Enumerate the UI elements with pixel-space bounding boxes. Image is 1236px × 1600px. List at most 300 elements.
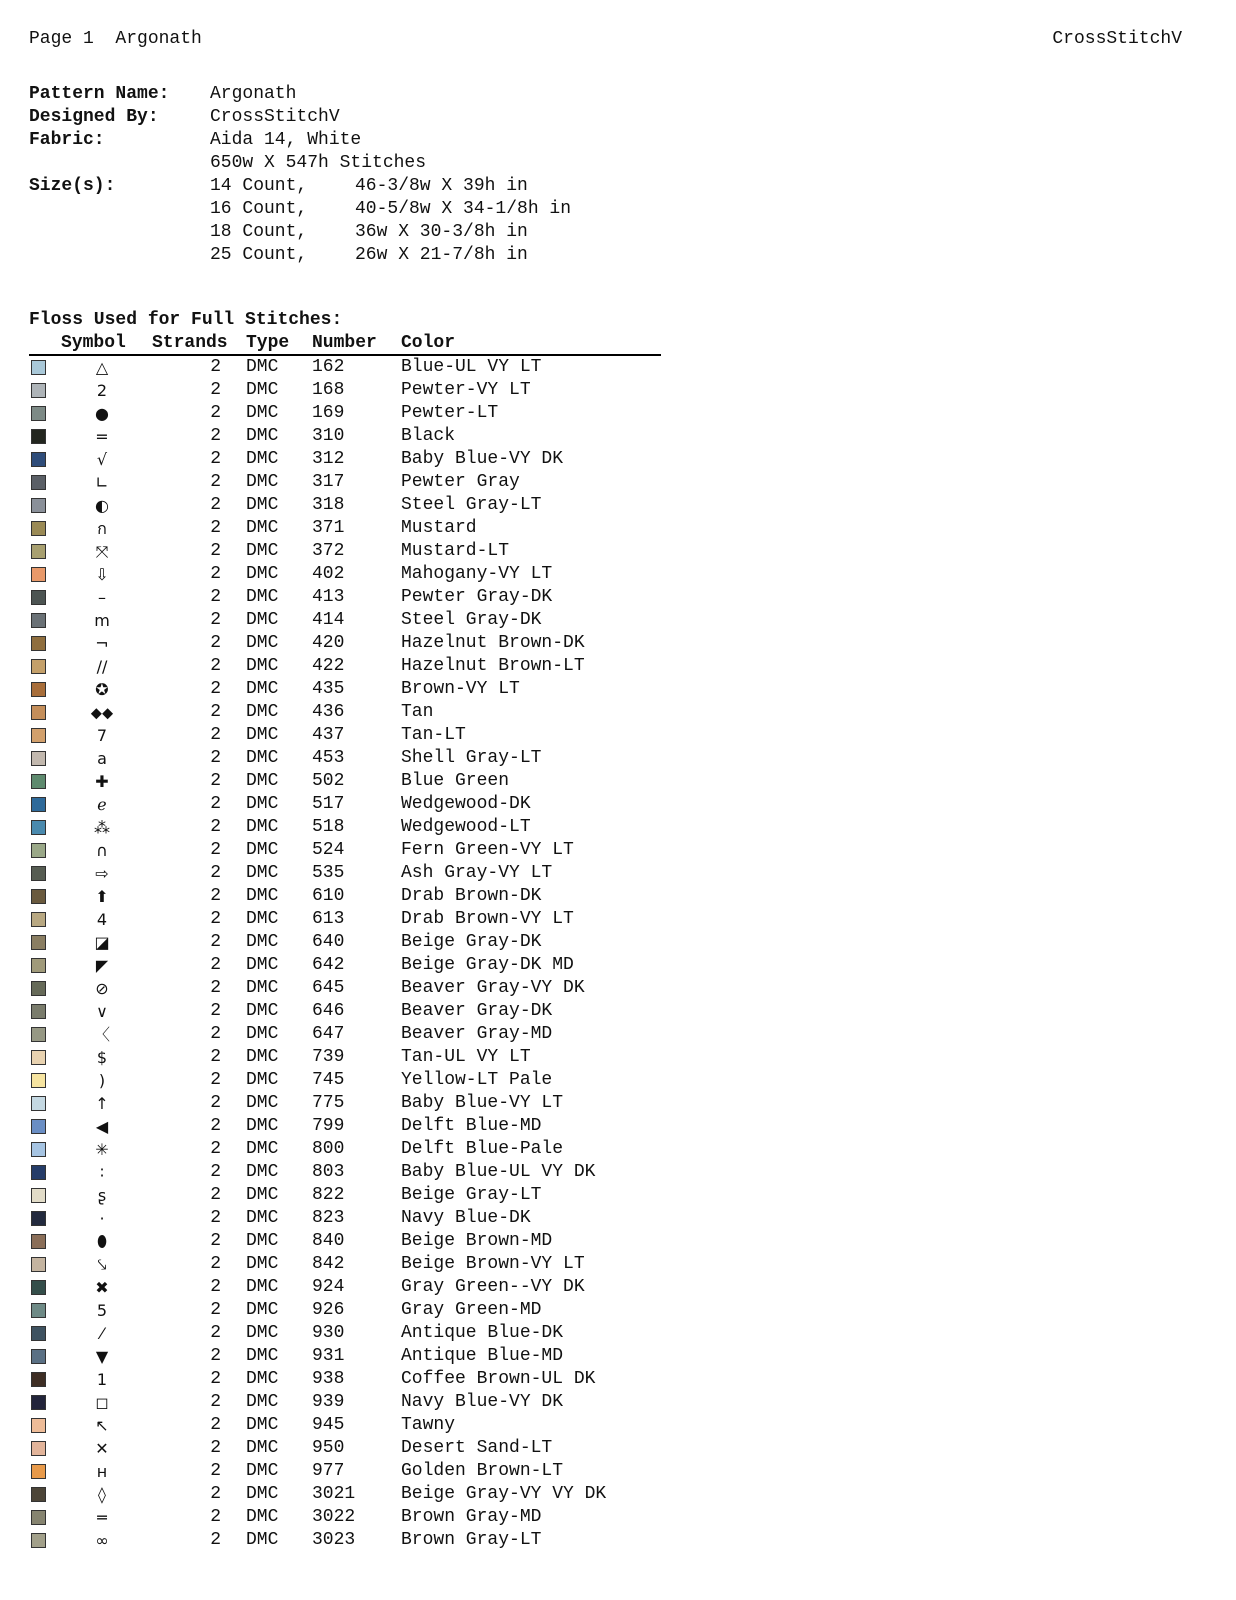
number-cell: 422 [312, 656, 345, 676]
type-cell: DMC [246, 702, 279, 722]
number-cell: 436 [312, 702, 345, 722]
color-cell: Shell Gray-LT [401, 748, 542, 768]
stitch-symbol: · [99, 1209, 105, 1228]
type-cell: DMC [246, 1438, 279, 1458]
color-cell: Pewter Gray-DK [401, 587, 553, 607]
page-label: Page 1 Argonath [29, 29, 202, 49]
table-row [29, 586, 661, 609]
stitch-symbol: ↖ [95, 1416, 109, 1435]
header-type: Type [246, 333, 290, 353]
stitch-symbol: 1 [96, 1370, 108, 1389]
color-cell: Navy Blue-DK [401, 1208, 531, 1228]
stitch-symbol: ◪ [94, 933, 110, 952]
type-cell: DMC [246, 1093, 279, 1113]
color-cell: Pewter Gray [401, 472, 520, 492]
number-cell: 162 [312, 357, 345, 377]
table-row [29, 954, 661, 977]
table-row [29, 701, 661, 724]
table-row [29, 1023, 661, 1046]
color-swatch [31, 1372, 46, 1387]
color-swatch [31, 981, 46, 996]
strands-cell: 2 [210, 1047, 221, 1067]
color-swatch [31, 751, 46, 766]
strands-cell: 2 [210, 863, 221, 883]
stitch-symbol: ⤧ [95, 542, 109, 561]
number-cell: 931 [312, 1346, 345, 1366]
table-row [29, 908, 661, 931]
color-swatch [31, 820, 46, 835]
header-color: Color [401, 333, 456, 353]
color-swatch [31, 912, 46, 927]
color-cell: Beige Gray-DK MD [401, 955, 574, 975]
number-cell: 435 [312, 679, 345, 699]
color-cell: Baby Blue-UL VY DK [401, 1162, 596, 1182]
number-cell: 453 [312, 748, 345, 768]
stitch-symbol: ∩ [96, 841, 108, 860]
type-cell: DMC [246, 1001, 279, 1021]
color-cell: Hazelnut Brown-LT [401, 656, 585, 676]
size-row [29, 244, 528, 267]
table-row [29, 678, 661, 701]
strands-cell: 2 [210, 1139, 221, 1159]
table-row [29, 1506, 661, 1529]
type-cell: DMC [246, 1139, 279, 1159]
stitch-symbol: ◤ [95, 956, 109, 975]
color-swatch [31, 1487, 46, 1502]
color-cell: Wedgewood-DK [401, 794, 531, 814]
stitch-symbol: ∶ [99, 1163, 105, 1182]
type-cell: DMC [246, 495, 279, 515]
stitch-symbol: ✪ [95, 680, 109, 699]
table-row [29, 1414, 661, 1437]
stitch-symbol: ◊ [98, 1485, 106, 1504]
color-cell: Black [401, 426, 456, 446]
table-row [29, 1000, 661, 1023]
stitch-symbol: ◐ [95, 496, 109, 515]
number-cell: 640 [312, 932, 345, 952]
table-row [29, 1483, 661, 1506]
number-cell: 3022 [312, 1507, 356, 1527]
number-cell: 312 [312, 449, 345, 469]
type-cell: DMC [246, 564, 279, 584]
color-cell: Steel Gray-DK [401, 610, 542, 630]
size-count: 25 Count, [210, 245, 308, 265]
strands-cell: 2 [210, 978, 221, 998]
table-row [29, 1322, 661, 1345]
table-row [29, 1115, 661, 1138]
color-swatch [31, 843, 46, 858]
color-cell: Ash Gray-VY LT [401, 863, 553, 883]
type-cell: DMC [246, 1070, 279, 1090]
type-cell: DMC [246, 633, 279, 653]
number-cell: 402 [312, 564, 345, 584]
color-swatch [31, 1027, 46, 1042]
stitch-symbol: ✚ [95, 772, 109, 791]
type-cell: DMC [246, 541, 279, 561]
color-cell: Desert Sand-LT [401, 1438, 553, 1458]
table-row [29, 793, 661, 816]
number-cell: 822 [312, 1185, 345, 1205]
color-cell: Golden Brown-LT [401, 1461, 564, 1481]
stitch-symbol: ) [98, 1071, 106, 1090]
strands-cell: 2 [210, 955, 221, 975]
stitch-symbol: m [94, 611, 110, 630]
color-swatch [31, 1464, 46, 1479]
color-cell: Beige Brown-VY LT [401, 1254, 585, 1274]
type-cell: DMC [246, 955, 279, 975]
color-swatch [31, 1073, 46, 1088]
table-row [29, 379, 661, 402]
color-cell: Drab Brown-DK [401, 886, 542, 906]
table-row [29, 609, 661, 632]
type-cell: DMC [246, 610, 279, 630]
table-row [29, 1276, 661, 1299]
type-cell: DMC [246, 1047, 279, 1067]
stitch-symbol: $ [96, 1048, 108, 1067]
table-row [29, 563, 661, 586]
stitch-symbol: ∨ [96, 1002, 108, 1021]
size-dimensions: 46-3/8w X 39h in [355, 176, 528, 196]
number-cell: 799 [312, 1116, 345, 1136]
stitch-symbol: // [96, 657, 108, 676]
stitch-symbol: ¬ [95, 634, 109, 653]
stitch-symbol: ⇨ [95, 864, 109, 883]
color-cell: Navy Blue-VY DK [401, 1392, 564, 1412]
color-swatch [31, 1188, 46, 1203]
stitch-symbol: ∟ [95, 473, 109, 492]
table-row [29, 356, 661, 379]
color-cell: Beige Gray-LT [401, 1185, 542, 1205]
number-cell: 945 [312, 1415, 345, 1435]
color-cell: Wedgewood-LT [401, 817, 531, 837]
number-cell: 437 [312, 725, 345, 745]
strands-cell: 2 [210, 1507, 221, 1527]
number-cell: 169 [312, 403, 345, 423]
strands-cell: 2 [210, 1415, 221, 1435]
strands-cell: 2 [210, 587, 221, 607]
color-cell: Beige Gray-VY VY DK [401, 1484, 607, 1504]
color-swatch [31, 1280, 46, 1295]
color-cell: Beaver Gray-DK [401, 1001, 553, 1021]
pattern-info [29, 83, 572, 267]
color-swatch [31, 1050, 46, 1065]
color-swatch [31, 958, 46, 973]
strands-cell: 2 [210, 610, 221, 630]
strands-cell: 2 [210, 1231, 221, 1251]
number-cell: 613 [312, 909, 345, 929]
table-row [29, 1092, 661, 1115]
color-cell: Beige Brown-MD [401, 1231, 553, 1251]
table-row [29, 402, 661, 425]
color-swatch [31, 1142, 46, 1157]
table-row [29, 448, 661, 471]
number-cell: 739 [312, 1047, 345, 1067]
strands-cell: 2 [210, 1116, 221, 1136]
strands-cell: 2 [210, 725, 221, 745]
number-cell: 924 [312, 1277, 345, 1297]
type-cell: DMC [246, 472, 279, 492]
table-row [29, 1161, 661, 1184]
type-cell: DMC [246, 403, 279, 423]
number-cell: 938 [312, 1369, 345, 1389]
color-cell: Pewter-VY LT [401, 380, 531, 400]
number-cell: 939 [312, 1392, 345, 1412]
color-swatch [31, 1395, 46, 1410]
type-cell: DMC [246, 886, 279, 906]
stitch-symbol: ◻ [95, 1393, 109, 1412]
stitch-symbol: = [95, 427, 109, 446]
pattern-name-label: Pattern Name: [29, 84, 170, 104]
type-cell: DMC [246, 1254, 279, 1274]
type-cell: DMC [246, 725, 279, 745]
strands-cell: 2 [210, 1254, 221, 1274]
table-row [29, 885, 661, 908]
strands-cell: 2 [210, 518, 221, 538]
color-swatch [31, 1510, 46, 1525]
strands-cell: 2 [210, 1323, 221, 1343]
strands-cell: 2 [210, 564, 221, 584]
type-cell: DMC [246, 426, 279, 446]
stitch-symbol: ∞ [95, 1531, 109, 1550]
table-row [29, 1253, 661, 1276]
strands-cell: 2 [210, 1024, 221, 1044]
stitch-symbol: ⤥ [97, 1255, 107, 1274]
number-cell: 517 [312, 794, 345, 814]
strands-cell: 2 [210, 1070, 221, 1090]
strands-cell: 2 [210, 794, 221, 814]
strands-cell: 2 [210, 702, 221, 722]
strands-cell: 2 [210, 1185, 221, 1205]
strands-cell: 2 [210, 748, 221, 768]
color-cell: Hazelnut Brown-DK [401, 633, 585, 653]
type-cell: DMC [246, 1392, 279, 1412]
table-row [29, 655, 661, 678]
stitch-symbol: √ [96, 450, 108, 469]
number-cell: 518 [312, 817, 345, 837]
color-swatch [31, 1441, 46, 1456]
color-swatch [31, 498, 46, 513]
table-row [29, 425, 661, 448]
number-cell: 803 [312, 1162, 345, 1182]
stitch-symbol: ʂ [97, 1186, 107, 1205]
color-cell: Brown Gray-LT [401, 1530, 542, 1550]
size-row [29, 175, 528, 198]
color-swatch [31, 1211, 46, 1226]
type-cell: DMC [246, 1530, 279, 1550]
strands-cell: 2 [210, 886, 221, 906]
color-swatch [31, 705, 46, 720]
strands-cell: 2 [210, 1461, 221, 1481]
table-row [29, 1391, 661, 1414]
stitch-symbol: a [97, 749, 107, 768]
designed-by-label: Designed By: [29, 107, 159, 127]
color-cell: Antique Blue-DK [401, 1323, 564, 1343]
color-cell: Gray Green--VY DK [401, 1277, 585, 1297]
number-cell: 318 [312, 495, 345, 515]
stitches-row [29, 152, 427, 175]
strands-cell: 2 [210, 449, 221, 469]
type-cell: DMC [246, 1024, 279, 1044]
color-swatch [31, 1096, 46, 1111]
table-row [29, 1529, 661, 1552]
stitch-symbol: ◀ [95, 1117, 109, 1136]
type-cell: DMC [246, 656, 279, 676]
strands-cell: 2 [210, 1392, 221, 1412]
size-row [29, 198, 572, 221]
type-cell: DMC [246, 1162, 279, 1182]
color-swatch [31, 728, 46, 743]
type-cell: DMC [246, 1369, 279, 1389]
type-cell: DMC [246, 748, 279, 768]
color-swatch [31, 1533, 46, 1548]
stitch-symbol: ✕ [95, 1439, 109, 1458]
stitch-symbol: ● [95, 404, 109, 423]
stitch-symbol: ⊘ [95, 979, 109, 998]
strands-cell: 2 [210, 633, 221, 653]
color-cell: Tan-LT [401, 725, 466, 745]
color-cell: Mustard [401, 518, 477, 538]
fabric-row [29, 129, 362, 152]
table-row [29, 1184, 661, 1207]
table-row [29, 1460, 661, 1483]
color-cell: Fern Green-VY LT [401, 840, 574, 860]
color-swatch [31, 429, 46, 444]
type-cell: DMC [246, 1116, 279, 1136]
color-swatch [31, 1349, 46, 1364]
stitch-symbol: ⬥⬥ [90, 703, 114, 722]
number-cell: 645 [312, 978, 345, 998]
strands-cell: 2 [210, 1093, 221, 1113]
color-swatch [31, 1257, 46, 1272]
strands-cell: 2 [210, 771, 221, 791]
number-cell: 775 [312, 1093, 345, 1113]
color-cell: Coffee Brown-UL DK [401, 1369, 596, 1389]
size-row [29, 221, 528, 244]
floss-table [29, 332, 661, 1552]
header-number: Number [312, 333, 377, 353]
color-cell: Steel Gray-LT [401, 495, 542, 515]
type-cell: DMC [246, 840, 279, 860]
color-cell: Blue Green [401, 771, 510, 791]
stitch-symbol: ⬆ [95, 887, 109, 906]
strands-cell: 2 [210, 1530, 221, 1550]
number-cell: 414 [312, 610, 345, 630]
type-cell: DMC [246, 1461, 279, 1481]
type-cell: DMC [246, 1415, 279, 1435]
color-swatch [31, 360, 46, 375]
type-cell: DMC [246, 357, 279, 377]
color-swatch [31, 682, 46, 697]
number-cell: 926 [312, 1300, 345, 1320]
strands-cell: 2 [210, 403, 221, 423]
color-cell: Delft Blue-MD [401, 1116, 542, 1136]
number-cell: 930 [312, 1323, 345, 1343]
color-cell: Antique Blue-MD [401, 1346, 564, 1366]
color-swatch [31, 452, 46, 467]
color-swatch [31, 1004, 46, 1019]
header-strands: Strands [152, 333, 228, 353]
stitch-symbol: ก [97, 519, 107, 538]
stitch-symbol: 4 [96, 910, 108, 929]
strands-cell: 2 [210, 840, 221, 860]
color-cell: Delft Blue-Pale [401, 1139, 564, 1159]
stitches-value: 650w X 547h Stitches [210, 153, 427, 173]
stitch-symbol: △ [95, 358, 109, 377]
color-cell: Tan-UL VY LT [401, 1047, 531, 1067]
size-dimensions: 26w X 21-7/8h in [355, 245, 528, 265]
table-row [29, 816, 661, 839]
size-dimensions: 36w X 30-3/8h in [355, 222, 528, 242]
type-cell: DMC [246, 1277, 279, 1297]
size-count: 14 Count, [210, 176, 308, 196]
number-cell: 823 [312, 1208, 345, 1228]
type-cell: DMC [246, 1507, 279, 1527]
number-cell: 535 [312, 863, 345, 883]
number-cell: 168 [312, 380, 345, 400]
fabric-value: Aida 14, White [210, 130, 362, 150]
number-cell: 524 [312, 840, 345, 860]
number-cell: 642 [312, 955, 345, 975]
type-cell: DMC [246, 380, 279, 400]
color-swatch [31, 567, 46, 582]
table-row [29, 632, 661, 655]
number-cell: 502 [312, 771, 345, 791]
strands-cell: 2 [210, 357, 221, 377]
color-cell: Baby Blue-VY DK [401, 449, 564, 469]
strands-cell: 2 [210, 380, 221, 400]
table-row [29, 1368, 661, 1391]
table-row [29, 977, 661, 1000]
type-cell: DMC [246, 587, 279, 607]
strands-cell: 2 [210, 1277, 221, 1297]
strands-cell: 2 [210, 1001, 221, 1021]
number-cell: 610 [312, 886, 345, 906]
strands-cell: 2 [210, 1369, 221, 1389]
color-cell: Beige Gray-DK [401, 932, 542, 952]
stitch-symbol: ⬮ [96, 1232, 108, 1251]
color-swatch [31, 1165, 46, 1180]
number-cell: 647 [312, 1024, 345, 1044]
color-cell: Drab Brown-VY LT [401, 909, 574, 929]
strands-cell: 2 [210, 1346, 221, 1366]
floss-table-body [29, 356, 661, 1552]
table-row [29, 471, 661, 494]
color-swatch [31, 1234, 46, 1249]
number-cell: 646 [312, 1001, 345, 1021]
type-cell: DMC [246, 932, 279, 952]
color-swatch [31, 521, 46, 536]
strands-cell: 2 [210, 426, 221, 446]
author-label: CrossStitchV [1052, 29, 1182, 49]
stitch-symbol: ═ [97, 1508, 107, 1527]
stitch-symbol: ▼ [95, 1347, 109, 1366]
stitch-symbol: ⇩ [95, 565, 109, 584]
color-cell: Brown-VY LT [401, 679, 520, 699]
number-cell: 310 [312, 426, 345, 446]
color-cell: Blue-UL VY LT [401, 357, 542, 377]
table-row [29, 494, 661, 517]
type-cell: DMC [246, 978, 279, 998]
table-row [29, 1207, 661, 1230]
number-cell: 950 [312, 1438, 345, 1458]
number-cell: 420 [312, 633, 345, 653]
page-header [29, 29, 1182, 53]
number-cell: 317 [312, 472, 345, 492]
strands-cell: 2 [210, 1300, 221, 1320]
type-cell: DMC [246, 1208, 279, 1228]
stitch-symbol: ✖ [95, 1278, 109, 1297]
table-row [29, 1345, 661, 1368]
